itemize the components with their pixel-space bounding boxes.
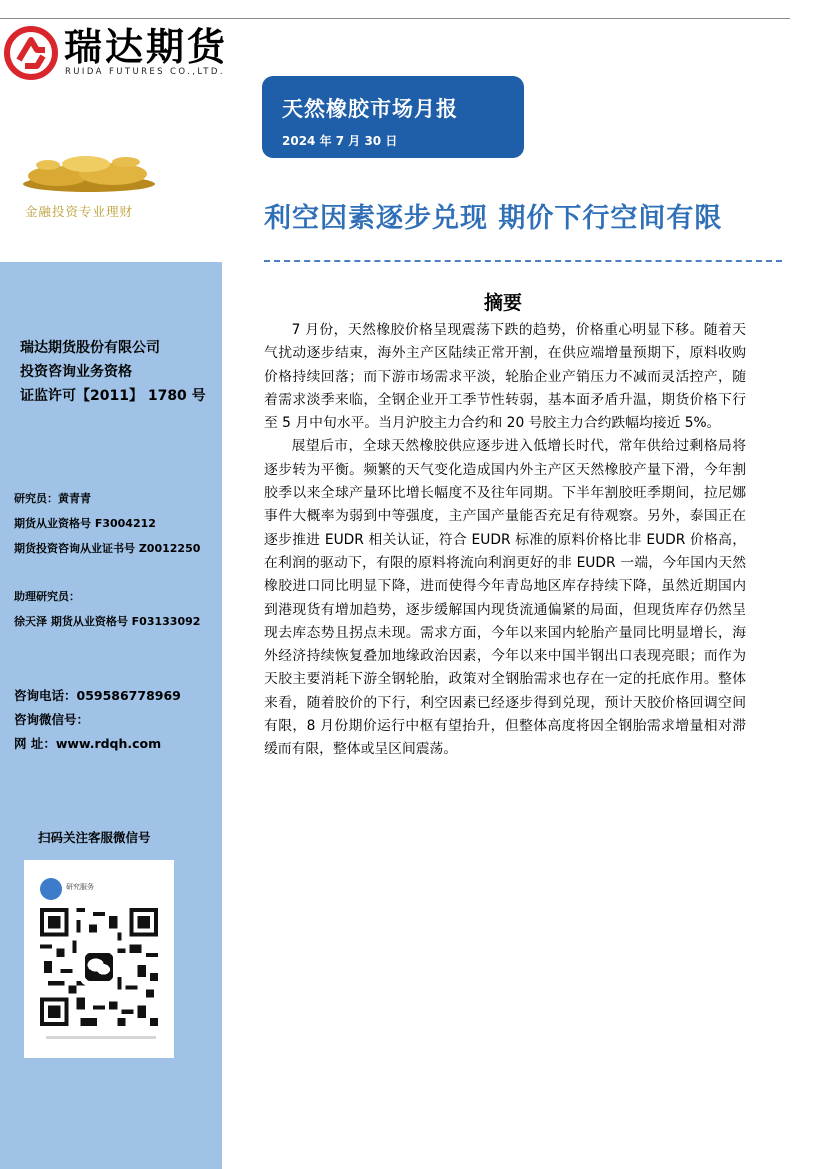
headline-divider bbox=[264, 260, 782, 262]
contact-info bbox=[14, 684, 181, 756]
contact-website: 网 址：www.rdqh.com bbox=[14, 736, 162, 751]
company-info bbox=[20, 336, 206, 408]
contact-wechat: 咨询微信号： bbox=[14, 712, 90, 727]
company-line: 瑞达期货股份有限公司 bbox=[20, 340, 160, 356]
headline: 利空因素逐步兑现 期价下行空间有限 bbox=[264, 203, 723, 234]
company-line: 投资咨询业务资格 bbox=[20, 364, 132, 380]
header-rule bbox=[0, 18, 790, 19]
qr-caption-bar bbox=[46, 1036, 156, 1039]
assistant-line: 助理研究员： bbox=[14, 590, 80, 603]
contact-phone: 咨询电话：059586778969 bbox=[14, 688, 181, 703]
logo-chinese-name: 瑞达期货 bbox=[64, 25, 229, 69]
gold-coins-image bbox=[18, 150, 160, 194]
company-logo bbox=[4, 22, 244, 86]
abstract-body bbox=[264, 319, 746, 762]
researcher-info bbox=[14, 486, 200, 561]
assistant-line: 徐天泽 期货从业资格号 F03133092 bbox=[14, 615, 201, 628]
service-logo-icon bbox=[40, 878, 62, 900]
abstract-paragraph: 7 月份，天然橡胶价格呈现震荡下跌的趋势，价格重心明显下移。随着天气扰动逐步结束，海外主产区陆续正常开割，在供应端增量预期下，原料收购价格持续回落；而下游市场需求平淡，轮胎企业产销压力不减而灵活控产，随着需求淡季来临，全钢企业开工季节性转弱，基本面矛盾升温，期货价格下行至 5 月中旬水平。当月沪胶主力合约和 20 号胶主力合约跌幅均接近 5%。 bbox=[264, 322, 746, 432]
wechat-qr-code-icon bbox=[40, 908, 158, 1026]
report-banner bbox=[262, 76, 524, 158]
logo-english-name: RUIDA FUTURES CO.,LTD. bbox=[65, 67, 225, 77]
scan-label: 扫码关注客服微信号 bbox=[38, 830, 151, 845]
assistant-info bbox=[14, 584, 200, 634]
researcher-line: 研究员：黄青青 bbox=[14, 492, 91, 505]
qr-card bbox=[24, 860, 174, 1058]
report-date: 2024 年 7 月 30 日 bbox=[282, 134, 398, 148]
company-line: 证监许可【2011】 1780 号 bbox=[20, 388, 206, 404]
abstract-title: 摘要 bbox=[483, 292, 522, 314]
slogan: 金融投资专业理财 bbox=[25, 204, 134, 219]
qr-logo-text: 研究服务 bbox=[66, 883, 94, 891]
ruida-logo-icon bbox=[4, 26, 58, 80]
researcher-line: 期货投资咨询从业证书号 Z0012250 bbox=[14, 542, 201, 555]
abstract-paragraph: 展望后市，全球天然橡胶供应逐步进入低增长时代，常年供给过剩格局将逐步转为平衡。频繁的天气变化造成国内外主产区天然橡胶产量下滑，今年割胶季以来全球产量环比增长幅度不及往年同期。下半年割胶旺季期间，拉尼娜事件大概率为弱到中等强度，主产国产量能否充足有待观察。另外，泰国正在逐步推进 EUDR 相关认证，符合 EUDR 标准的原料价格比非 EUDR 价格高，在利润的驱动下，有限的原料将流向利润更好的非 EUDR 一端，今年国内天然橡胶进口同比明显下降，进而使得今年青岛地区库存持续下降，虽然近期国内到港现货有增加趋势，逐步缓解国内现货流通偏紧的局面，但现货库存仍然呈现去库态势且拐点未现。需求方面，今年以来国内轮胎产量同比明显增长，海外经济持续恢复叠加地缘政治因素，今年以来中国半钢出口表现亮眼；而作为天胶主要消耗下游全钢轮胎，政策对全钢胎需求也存在一定的托底作用。整体来看，随着胶价的下行，利空因素已经逐步得到兑现，预计天胶价格回调空间有限，8 月份期价运行中枢有望抬升，但整体高度将因全钢胎需求增量相对滞缓而有限，整体或呈区间震荡。 bbox=[264, 438, 746, 758]
report-title: 天然橡胶市场月报 bbox=[282, 96, 458, 121]
researcher-line: 期货从业资格号 F3004212 bbox=[14, 517, 156, 530]
